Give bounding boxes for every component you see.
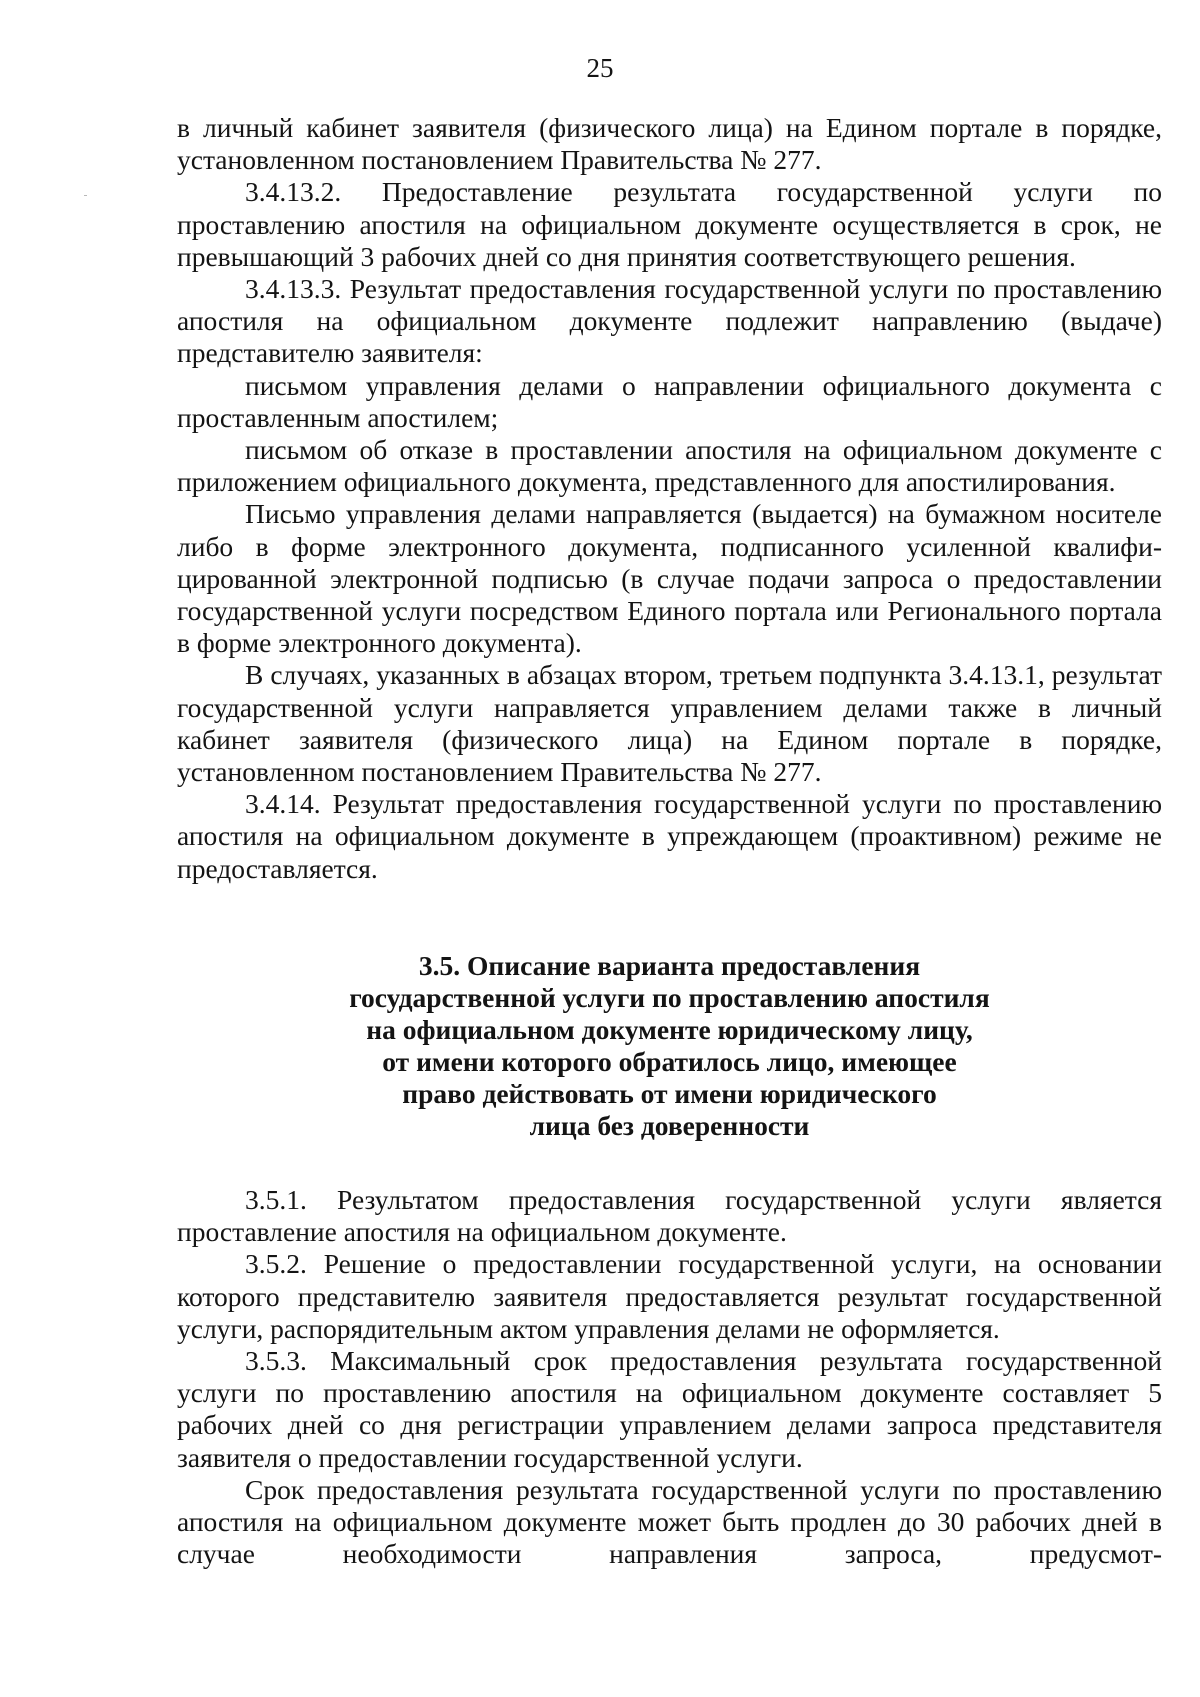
paragraph: 3.4.14. Результат предоставления государственной услуги по проставлению апостиля на официальном документе в упреждающем (проактивном) режиме не предоставляется. — [177, 788, 1162, 884]
paragraph: 3.4.13.2. Предоставление результата государственной услуги по проставлению апостиля на официальном документе осуществляется в срок, не превышающий 3 рабочих дней со дня принятия соответствующего решения. — [177, 176, 1162, 272]
scan-margin-mark — [84, 195, 87, 196]
paragraph: В случаях, указанных в абзацах втором, третьем подпункта 3.4.13.1, результат государственной услуги направляется управлением делами также в личный кабинет заявителя (физического лица) на Едином портале в порядке, установленном постановлением Правительства № 277. — [177, 659, 1162, 788]
heading-line: 3.5. Описание варианта предоставления — [418, 950, 921, 981]
heading-line: на официальном документе юридическому лицу, — [366, 1014, 973, 1045]
body-text-bottom — [177, 1184, 1162, 1570]
body-text-top — [177, 112, 1162, 885]
paragraph: в личный кабинет заявителя (физического лица) на Едином портале в порядке, установленном постановлением Правительства № 277. — [177, 112, 1162, 176]
paragraph: 3.5.3. Максимальный срок предоставления результата государственной услуги по проставлению апостиля на официальном документе составляет 5 рабочих дней со дня регистрации управлением делами запроса представителя заявителя о предоставлении государственной услуги. — [177, 1345, 1162, 1473]
paragraph: 3.5.1. Результатом предоставления государственной услуги является проставление апостиля на официальном документе. — [177, 1184, 1162, 1248]
paragraph: Письмо управления делами направляется (выдается) на бумажном носителе либо в форме электронного документа, подписанного усиленной квалифицированной электронной подписью (в случае подачи запроса о предоставлении государственной услуги посредством Единого портала или Регионального портала в форме электронного документа). — [177, 498, 1162, 659]
section-heading — [177, 950, 1162, 1142]
heading-line: государственной услуги по проставлению апостиля — [349, 982, 990, 1013]
heading-line: право действовать от имени юридического — [402, 1078, 937, 1109]
page-number: 25 — [586, 53, 614, 83]
paragraph: письмом управления делами о направлении официального документа с проставленным апостилем; — [177, 369, 1162, 433]
heading-line: лица без доверенности — [529, 1110, 810, 1141]
heading-line: от имени которого обратилось лицо, имеющее — [382, 1046, 957, 1077]
paragraph: Срок предоставления результата государственной услуги по проставлению апостиля на официальном документе может быть продлен до 30 рабочих дней в случае необходимости направления запроса, предусмот- — [177, 1473, 1162, 1570]
paragraph: 3.4.13.3. Результат предоставления государственной услуги по проставлению апостиля на официальном документе подлежит направлению (выдаче) представителю заявителя: — [177, 273, 1162, 369]
paragraph: письмом об отказе в проставлении апостиля на официальном документе с приложением официального документа, представленного для апостилирования. — [177, 434, 1162, 498]
paragraph: 3.5.2. Решение о предоставлении государственной услуги, на основании которого представителю заявителя предоставляется результат государственной услуги, распорядительным актом управления делами не оформляется. — [177, 1248, 1162, 1344]
